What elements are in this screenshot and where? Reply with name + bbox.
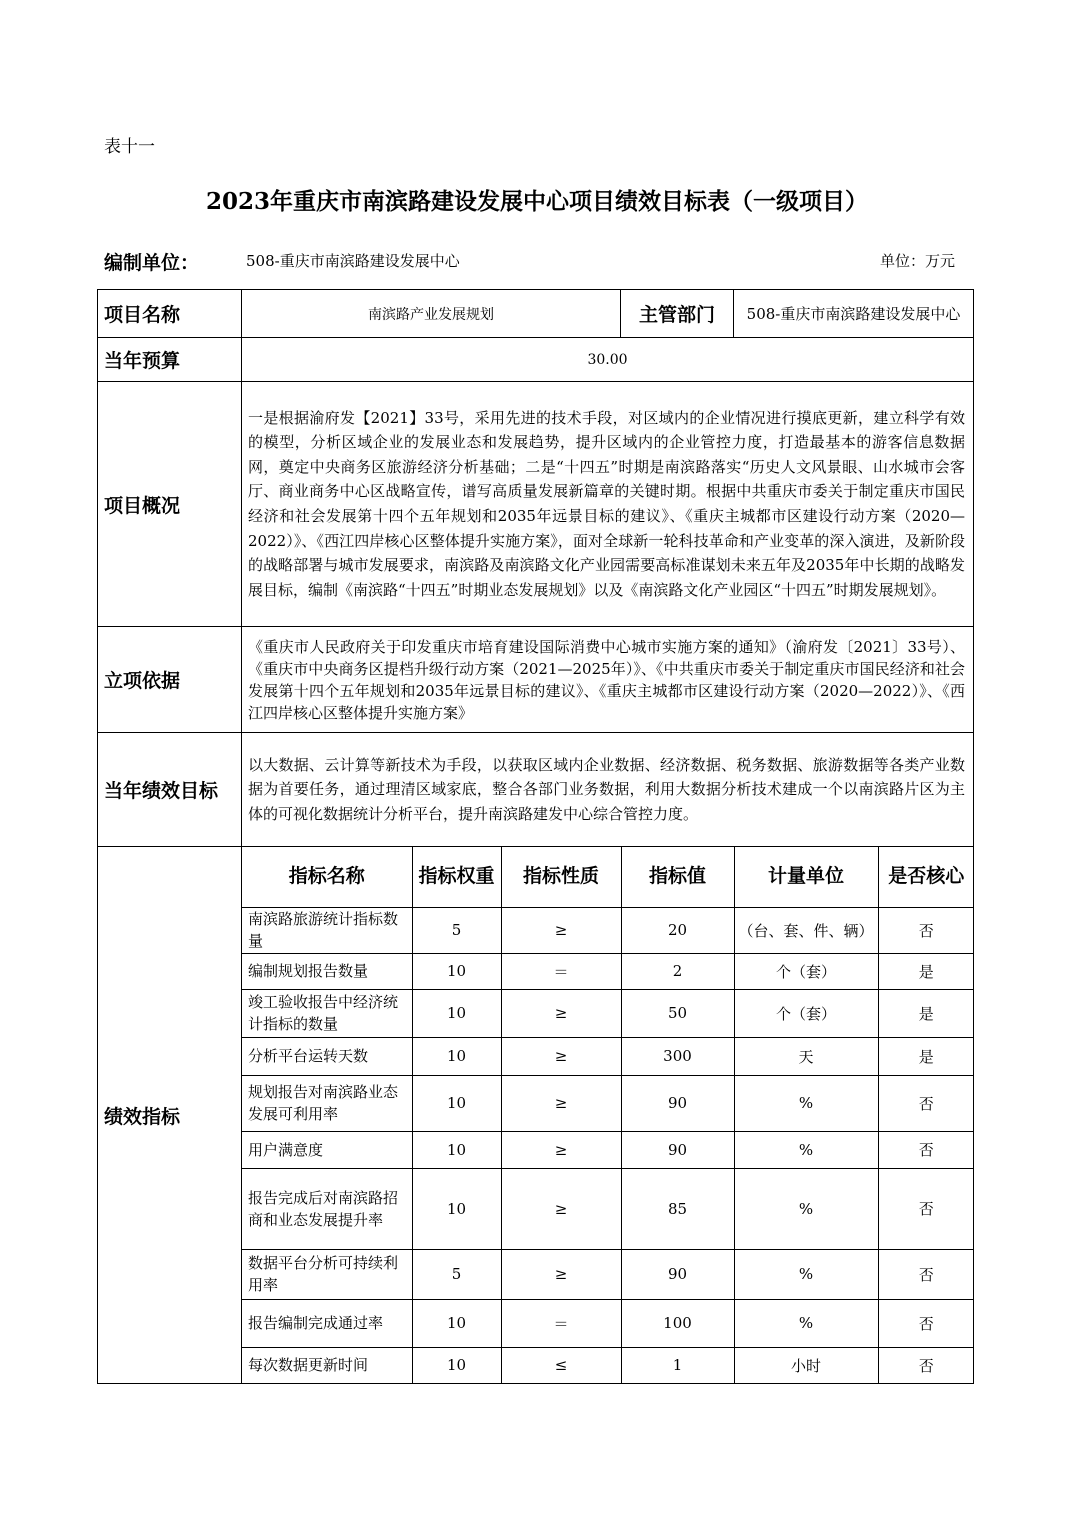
annual-goal-text: 以大数据、云计算等新技术为手段，以获取区域内企业数据、经济数据、税务数据、旅游数据等各类产业数据为首要任务，通过理清区域家底，整合各部门业务数据，利用大数据分析技术建成一个以南滨路片区为主体的可视化数据统计分析平台，提升南滨路建发中心综合管控力度。: [242, 733, 974, 847]
page-title: 2023年重庆市南滨路建设发展中心项目绩效目标表（一级项目）: [205, 188, 868, 215]
indicator-value: 100: [621, 1299, 734, 1347]
department-label: 主管部门: [621, 290, 734, 338]
indicator-unit: 个（套）: [734, 953, 878, 989]
overview-label: 项目概况: [98, 382, 242, 627]
indicator-name: 报告编制完成通过率: [242, 1299, 412, 1347]
indicator-operator: ≤: [501, 1347, 621, 1383]
indicator-weight: 10: [412, 1131, 501, 1168]
currency-unit: 单位：万元: [880, 252, 956, 270]
indicator-operator: ≥: [501, 1131, 621, 1168]
indicator-weight: 5: [412, 907, 501, 953]
indicator-name: 编制规划报告数量: [242, 953, 412, 989]
indicator-operator: ≥: [501, 1075, 621, 1131]
indicator-unit: （台、套、件、辆）: [734, 907, 878, 953]
indicator-name: 分析平台运转天数: [242, 1037, 412, 1075]
indicator-core: 否: [878, 1075, 974, 1131]
compiling-unit-label: 编制单位：: [104, 252, 200, 274]
table-caption: 表十一: [104, 137, 155, 157]
table-row: [242, 1299, 974, 1347]
indicator-value: 90: [621, 1131, 734, 1168]
department-value: 508-重庆市南滨路建设发展中心: [734, 290, 974, 338]
table-row: [242, 1075, 974, 1131]
indicator-weight: 5: [412, 1249, 501, 1299]
indicator-core: 是: [878, 1037, 974, 1075]
indicators-header-row: [242, 847, 974, 907]
indicator-unit: %: [734, 1249, 878, 1299]
indicator-unit: %: [734, 1299, 878, 1347]
indicator-core: 否: [878, 907, 974, 953]
indicator-name: 规划报告对南滨路业态发展可利用率: [242, 1075, 412, 1131]
budget-label: 当年预算: [98, 338, 242, 382]
header-is-core: 是否核心: [878, 847, 974, 907]
indicator-unit: %: [734, 1075, 878, 1131]
indicator-unit: %: [734, 1131, 878, 1168]
indicator-unit: 小时: [734, 1347, 878, 1383]
header-indicator-name: 指标名称: [242, 847, 412, 907]
table-row: [242, 1131, 974, 1168]
indicators-table: [242, 847, 974, 1383]
header-indicator-weight: 指标权重: [412, 847, 501, 907]
indicator-core: 是: [878, 989, 974, 1037]
table-row: [242, 1168, 974, 1249]
indicator-operator: ≥: [501, 1249, 621, 1299]
indicator-core: 是: [878, 953, 974, 989]
indicator-unit: 天: [734, 1037, 878, 1075]
indicator-value: 90: [621, 1075, 734, 1131]
budget-value: 30.00: [242, 338, 974, 382]
header-indicator-value: 指标值: [621, 847, 734, 907]
indicator-weight: 10: [412, 1299, 501, 1347]
compiling-unit-value: 508-重庆市南滨路建设发展中心: [246, 252, 460, 270]
indicator-operator: ＝: [501, 1299, 621, 1347]
indicator-name: 每次数据更新时间: [242, 1347, 412, 1383]
indicator-weight: 10: [412, 989, 501, 1037]
indicator-value: 300: [621, 1037, 734, 1075]
header-unit: 计量单位: [734, 847, 878, 907]
indicator-value: 90: [621, 1249, 734, 1299]
indicator-weight: 10: [412, 1168, 501, 1249]
indicator-operator: ≥: [501, 1168, 621, 1249]
indicator-value: 1: [621, 1347, 734, 1383]
indicator-name: 用户满意度: [242, 1131, 412, 1168]
indicator-name: 竣工验收报告中经济统计指标的数量: [242, 989, 412, 1037]
indicator-weight: 10: [412, 1037, 501, 1075]
indicator-operator: ≥: [501, 907, 621, 953]
project-name-value: 南滨路产业发展规划: [242, 290, 621, 338]
project-name-label: 项目名称: [98, 290, 242, 338]
indicator-core: 否: [878, 1249, 974, 1299]
indicator-operator: ＝: [501, 953, 621, 989]
table-row: [242, 1347, 974, 1383]
indicator-name: 南滨路旅游统计指标数量: [242, 907, 412, 953]
indicators-cell: [242, 847, 974, 1384]
indicator-name: 报告完成后对南滨路招商和业态发展提升率: [242, 1168, 412, 1249]
indicator-core: 否: [878, 1299, 974, 1347]
basis-label: 立项依据: [98, 627, 242, 733]
annual-goal-label: 当年绩效目标: [98, 733, 242, 847]
indicator-value: 85: [621, 1168, 734, 1249]
indicator-value: 20: [621, 907, 734, 953]
table-row: [242, 953, 974, 989]
table-row: [242, 1249, 974, 1299]
header-indicator-nature: 指标性质: [501, 847, 621, 907]
indicator-core: 否: [878, 1168, 974, 1249]
indicator-name: 数据平台分析可持续利用率: [242, 1249, 412, 1299]
indicator-operator: ≥: [501, 989, 621, 1037]
performance-table: [97, 289, 974, 1384]
indicator-weight: 10: [412, 953, 501, 989]
indicator-value: 2: [621, 953, 734, 989]
table-row: [242, 989, 974, 1037]
indicator-core: 否: [878, 1347, 974, 1383]
basis-text: 《重庆市人民政府关于印发重庆市培育建设国际消费中心城市实施方案的通知》（渝府发〔2021〕33号）、《重庆市中央商务区提档升级行动方案（2021—2025年）》、《中共重庆市委关于制定重庆市国民经济和社会发展第十四个五年规划和2035年远景目标的建议》、《重庆主城都市区建设行动方案（2020—2022）》、《西江四岸核心区整体提升实施方案》: [242, 627, 974, 733]
indicator-value: 50: [621, 989, 734, 1037]
indicator-core: 否: [878, 1131, 974, 1168]
indicator-weight: 10: [412, 1347, 501, 1383]
indicators-label: 绩效指标: [98, 847, 242, 1384]
indicator-unit: 个（套）: [734, 989, 878, 1037]
indicator-weight: 10: [412, 1075, 501, 1131]
table-row: [242, 907, 974, 953]
table-row: [242, 1037, 974, 1075]
indicator-unit: %: [734, 1168, 878, 1249]
overview-text: 一是根据渝府发【2021】33号，采用先进的技术手段，对区域内的企业情况进行摸底更新，建立科学有效的模型，分析区域企业的发展业态和发展趋势，提升区域内的企业管控力度，打造最基本的游客信息数据网，奠定中央商务区旅游经济分析基础；二是“十四五”时期是南滨路落实“历史人文风景眼、山水城市会客厅、商业商务中心区战略宣传，谱写高质量发展新篇章的关键时期。根据中共重庆市委关于制定重庆市国民经济和社会发展第十四个五年规划和2035年远景目标的建议》、《重庆主城都市区建设行动方案（2020—2022）》、《西江四岸核心区整体提升实施方案》，面对全球新一轮科技革命和产业变革的深入演进，及新阶段的战略部署与城市发展要求，南滨路及南滨路文化产业园需要高标准谋划未来五年及2035年中长期的战略发展目标，编制《南滨路“十四五”时期业态发展规划》以及《南滨路文化产业园区“十四五”时期发展规划》。: [242, 382, 974, 627]
indicator-operator: ≥: [501, 1037, 621, 1075]
